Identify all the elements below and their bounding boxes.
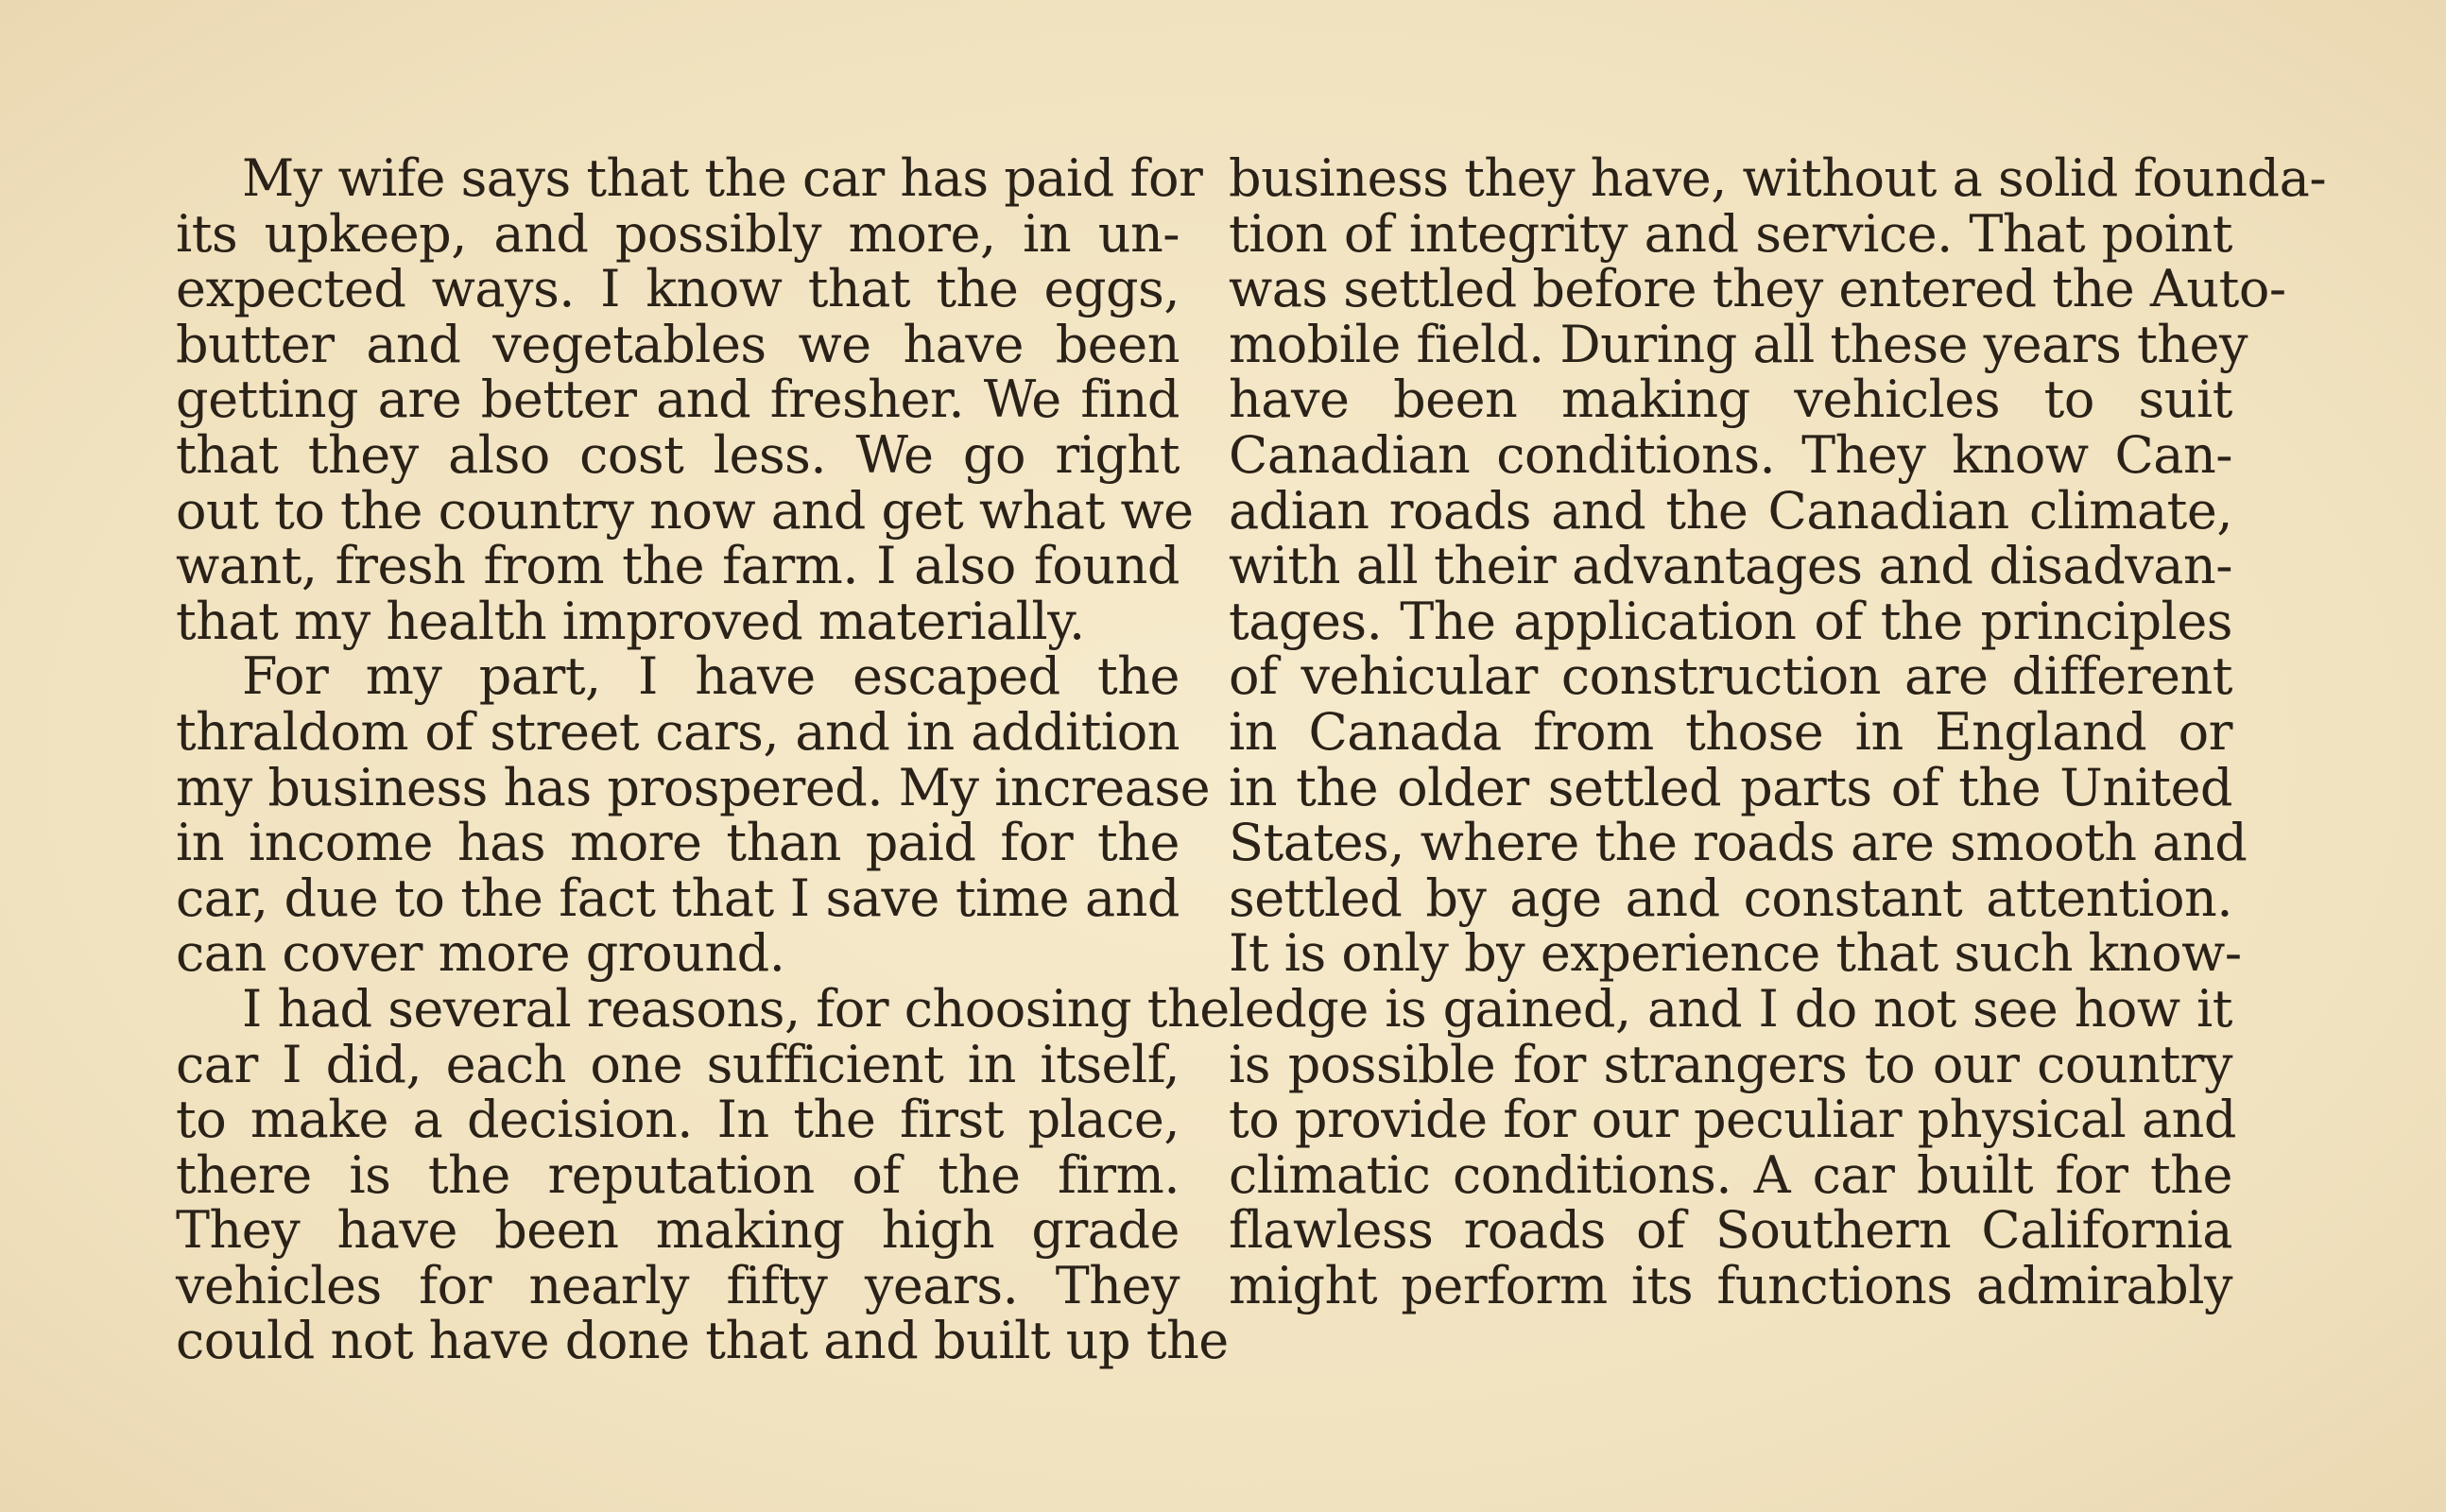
paragraph-line: tion of integrity and service. That point: [1229, 203, 2232, 264]
paragraph-line: ledge is gained, and I do not see how it: [1229, 978, 2232, 1039]
paragraph-line: can cover more ground.: [176, 923, 785, 984]
paragraph-line: was settled before they entered the Auto-: [1229, 259, 2286, 319]
paragraph-line: to make a decision. In the first place,: [176, 1090, 1180, 1150]
paragraph-line: there is the reputation of the firm.: [176, 1144, 1180, 1205]
paragraph-line: have been making vehicles to suit: [1229, 369, 2232, 430]
paragraph-line: business they have, without a solid founda-: [1229, 148, 2327, 208]
paragraph-line: want, fresh from the farm. I also found: [176, 536, 1180, 596]
paragraph-line: to provide for our peculiar physical and: [1229, 1090, 2236, 1150]
paragraph-line: its upkeep, and possibly more, in un-: [176, 203, 1180, 264]
paragraph-line: flawless roads of Southern California: [1229, 1200, 2232, 1261]
paragraph-line: might perform its functions admirably: [1229, 1255, 2232, 1315]
paragraph-line: States, where the roads are smooth and: [1229, 813, 2248, 873]
paragraph-line: that they also cost less. We go right: [176, 424, 1180, 485]
left-text-column: [176, 148, 1230, 1371]
paragraph-line: could not have done that and built up the: [176, 1311, 1229, 1371]
paragraph-line: vehicles for nearly fifty years. They: [176, 1255, 1180, 1315]
paragraph-line: tages. The application of the principles: [1229, 591, 2232, 651]
paragraph-line: out to the country now and get what we: [176, 480, 1194, 541]
paragraph-line: thraldom of street cars, and in addition: [176, 701, 1180, 762]
paragraph-line: that my health improved materially.: [176, 591, 1085, 651]
paragraph-line: my business has prospered. My increase: [176, 757, 1211, 817]
paragraph-line: is possible for strangers to our country: [1229, 1034, 2232, 1094]
paragraph-line: of vehicular construction are different: [1229, 646, 2232, 707]
paragraph-line: butter and vegetables we have been: [176, 314, 1180, 374]
paragraph-line: I had several reasons, for choosing the: [242, 978, 1230, 1039]
paragraph-line: It is only by experience that such know-: [1229, 923, 2242, 984]
paragraph-line: My wife says that the car has paid for: [242, 148, 1203, 208]
paragraph-line: car I did, each one sufficient in itself,: [176, 1034, 1180, 1094]
paragraph-line: For my part, I have escaped the: [242, 646, 1180, 707]
paragraph-line: settled by age and constant attention.: [1229, 868, 2232, 928]
paragraph-line: climatic conditions. A car built for the: [1229, 1144, 2232, 1205]
paragraph-line: adian roads and the Canadian climate,: [1229, 480, 2232, 541]
paragraph-line: expected ways. I know that the eggs,: [176, 259, 1180, 319]
paragraph-line: in Canada from those in England or: [1229, 701, 2232, 762]
paragraph-line: Canadian conditions. They know Can-: [1229, 424, 2232, 485]
paragraph-line: mobile field. During all these years they: [1229, 314, 2248, 374]
paragraph-line: with all their advantages and disadvan-: [1229, 536, 2232, 596]
paragraph-line: in income has more than paid for the: [176, 813, 1180, 873]
right-text-column: [1229, 148, 2327, 1315]
paragraph-line: getting are better and fresher. We find: [176, 369, 1180, 430]
paragraph-line: car, due to the fact that I save time and: [176, 868, 1180, 928]
paragraph-line: They have been making high grade: [176, 1200, 1180, 1261]
paragraph-line: in the older settled parts of the United: [1229, 757, 2232, 817]
